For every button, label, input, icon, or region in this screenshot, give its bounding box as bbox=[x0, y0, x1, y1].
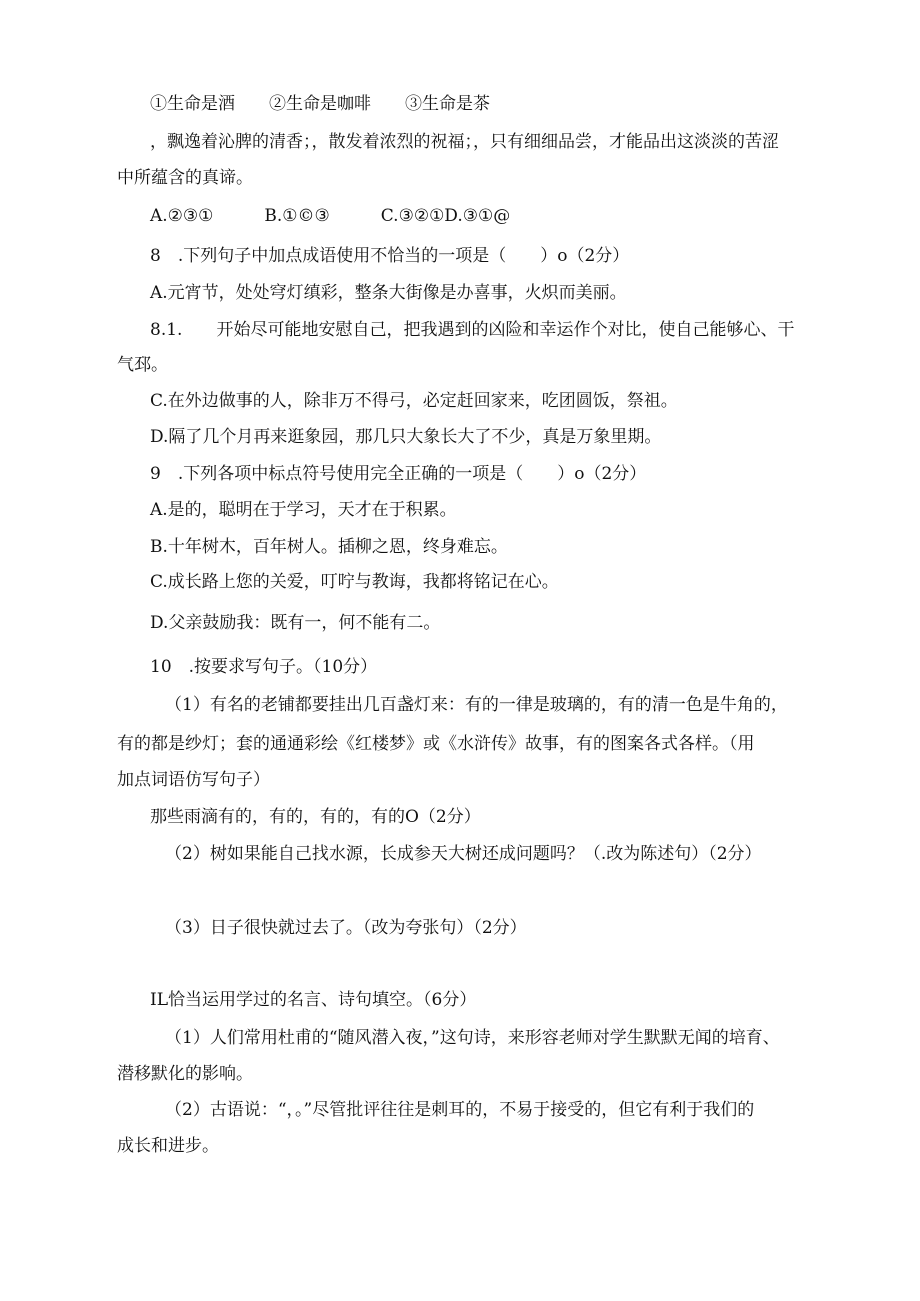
question-8: 8 .下列句子中加点成语使用不恰当的一项是（ ）o（2分） bbox=[150, 246, 630, 266]
option-a: A.元宵节，处处穹灯缜彩，整条大街像是办喜事，火炽而美丽。 bbox=[150, 283, 627, 303]
passage-line: 中所蕴含的真谛。 bbox=[117, 168, 253, 188]
option-b: 8.1. 开始尽可能地安慰自己，把我遇到的凶险和幸运作个对比，使自己能够心、干 bbox=[150, 320, 795, 340]
question-10: 10 .按要求写句子。（10分） bbox=[150, 657, 378, 677]
option-b-continued: 气邳。 bbox=[117, 355, 168, 375]
sub-question-1-prompt: 那些雨滴有的，有的，有的，有的O（2分） bbox=[150, 807, 481, 827]
option-b: B.十年树木，百年树人。插柳之恩，终身难忘。 bbox=[150, 537, 508, 557]
passage-line: ，飘逸着沁脾的清香；，散发着浓烈的祝福；，只有细细品尝，才能品出这淡淡的苦涩 bbox=[150, 132, 779, 152]
sub-question-1-continued: 有的都是纱灯；套的通通彩绘《红楼梦》或《水浒传》故事，有的图案各式各样。（用 bbox=[117, 734, 755, 754]
sub-question-2: （2）树如果能自己找水源，长成参天大树还成问题吗？（.改为陈述句）（2分） bbox=[165, 844, 762, 864]
option-d: D.父亲鼓励我：既有一，何不能有二。 bbox=[150, 613, 441, 633]
sub-question-2: （2）古语说：“，。”尽管批评往往是刺耳的，不易于接受的，但它有利于我们的 bbox=[165, 1100, 755, 1120]
sub-question-2-continued: 成长和进步。 bbox=[117, 1136, 219, 1156]
option-c: C.在外边做事的人，除非万不得弓，必定赶回家来，吃团圆饭，祭祖。 bbox=[150, 391, 678, 411]
sub-question-3: （3）日子很快就过去了。（改为夸张句）（2分） bbox=[165, 918, 527, 938]
option-a: A.是的，聪明在于学习，天才在于积累。 bbox=[150, 500, 457, 520]
question-9: 9 .下列各项中标点符号使用完全正确的一项是（ ）o（2分） bbox=[150, 464, 647, 484]
answer-choices: A.②③① B.①©③ C.③②①D.③①@ bbox=[150, 206, 511, 226]
question-11: IL恰当运用学过的名言、诗句填空。（6分） bbox=[150, 990, 477, 1010]
sub-question-1: （1）有名的老铺都要挂出几百盏灯来：有的一律是玻璃的，有的清一色是牛角的， bbox=[165, 695, 788, 715]
sub-question-1-continued: 加点词语仿写句子） bbox=[117, 770, 270, 790]
sub-question-1-continued: 潜移默化的影响。 bbox=[117, 1064, 253, 1084]
sub-question-1: （1）人们常用杜甫的“随风潜入夜，”这句诗，来形容老师对学生默默无闻的培育、 bbox=[165, 1028, 780, 1048]
option-c: C.成长路上您的关爱，叮咛与教诲，我都将铭记在心。 bbox=[150, 572, 559, 592]
option-d: D.隔了几个月再来逛象园，那几只大象长大了不少，真是万象里期。 bbox=[150, 427, 662, 447]
option-list-line: ①生命是酒 ②生命是咖啡 ③生命是茶 bbox=[150, 94, 490, 114]
